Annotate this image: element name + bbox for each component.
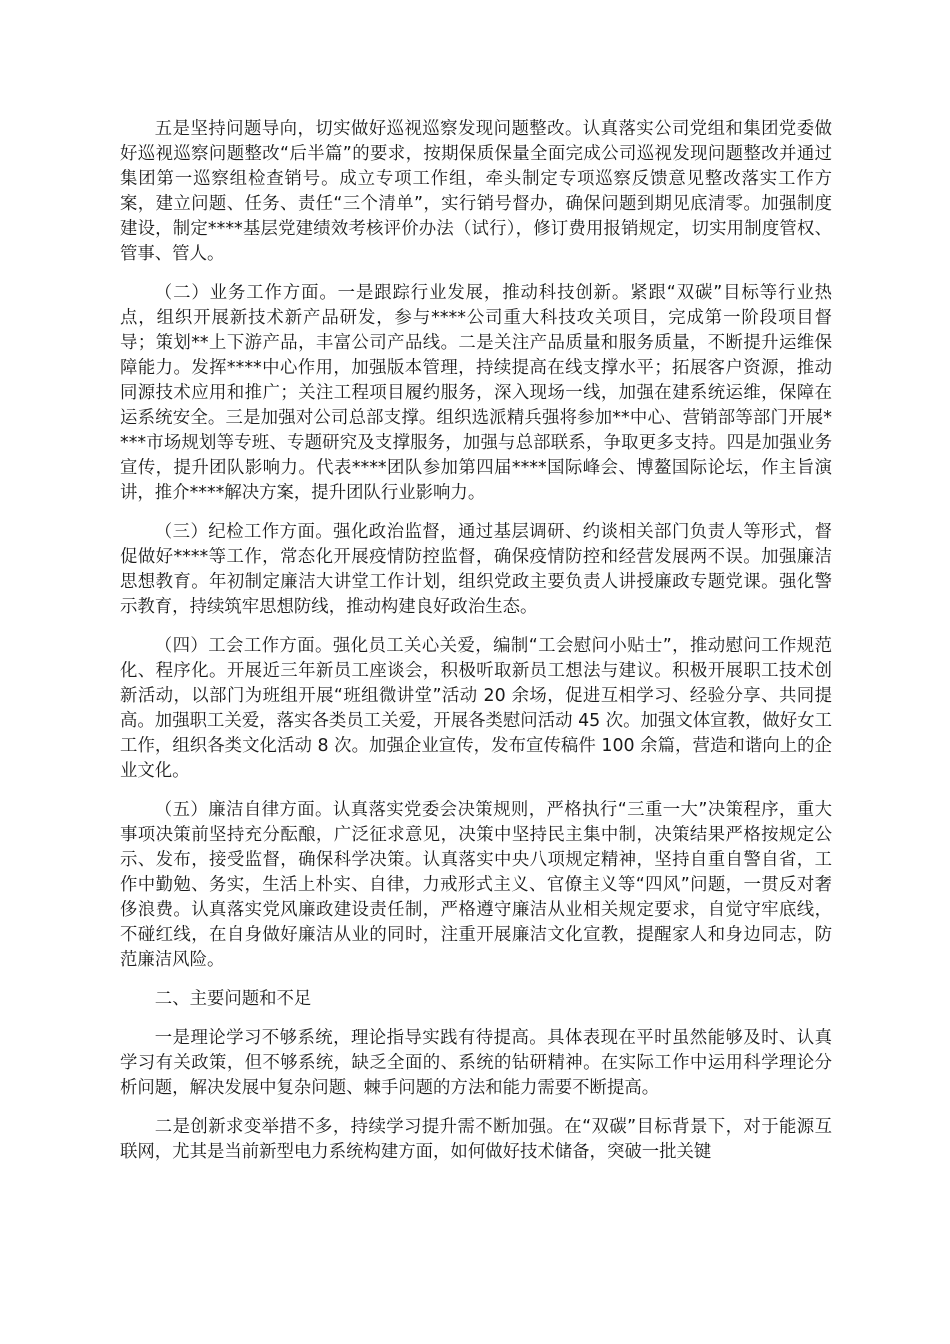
section-heading-main-problems: 二、主要问题和不足 bbox=[154, 989, 312, 1009]
paragraph-business-work: （二）业务工作方面。一是跟踪行业发展，推动科技创新。紧跟“双碳”目标等行业热点，组织开展新技术新产品研发，参与****公司重大科技攻关项目，完成第一阶段项目督导；策划**上下游产品，丰富公司产品线。二是关注产品质量和服务质量，不断提升运维保障能力。发挥****中心作用，加强版本管理，持续提高在线支撑水平；拓展客户资源，推动同源技术应用和推广；关注工程项目履约服务，深入现场一线，加强在建系统运维，保障在运系统安全。三是加强对公司总部支撑。组织选派精兵强将参加**中心、营销部等部门开展****市场规划等专班、专题研究及支撑服务，加强与总部联系，争取更多支持。四是加强业务宣传，提升团队影响力。代表****团队参加第四届****国际峰会、博鳌国际论坛，作主旨演讲，推介****解决方案，提升团队行业影响力。 bbox=[120, 283, 832, 503]
paragraph-party-building-rectification: 五是坚持问题导向，切实做好巡视巡察发现问题整改。认真落实公司党组和集团党委做好巡视巡察问题整改“后半篇”的要求，按期保质保量全面完成公司巡视发现问题整改并通过集团第一巡察组检查销号。成立专项工作组，牵头制定专项巡察反馈意见整改落实工作方案，建立问题、任务、责任“三个清单”，实行销号督办，确保问题到期见底清零。加强制度建设，制定****基层党建绩效考核评价办法（试行），修订费用报销规定，切实用制度管权、管事、管人。 bbox=[120, 119, 832, 264]
paragraph-problem-innovation: 二是创新求变举措不多，持续学习提升需不断加强。在“双碳”目标背景下，对于能源互联网，尤其是当前新型电力系统构建方面，如何做好技术储备，突破一批关键 bbox=[120, 1117, 832, 1162]
paragraph-integrity-self-discipline: （五）廉洁自律方面。认真落实党委会决策规则，严格执行“三重一大”决策程序，重大事项决策前坚持充分酝酿，广泛征求意见，决策中坚持民主集中制，决策结果严格按规定公示、发布，接受监督，确保科学决策。认真落实中央八项规定精神，坚持自重自警自省，工作中勤勉、务实，生活上朴实、自律，力戒形式主义、官僚主义等“四风”问题，一贯反对奢侈浪费。认真落实党风廉政建设责任制，严格遵守廉洁从业相关规定要求，自觉守牢底线，不碰红线，在自身做好廉洁从业的同时，注重开展廉洁文化宣教，提醒家人和身边同志，防范廉洁风险。 bbox=[120, 800, 832, 970]
paragraph-problem-theory-study: 一是理论学习不够系统，理论指导实践有待提高。具体表现在平时虽然能够及时、认真学习有关政策，但不够系统，缺乏全面的、系统的钻研精神。在实际工作中运用科学理论分析问题，解决发展中复杂问题、棘手问题的方法和能力需要不断提高。 bbox=[120, 1028, 832, 1098]
paragraph-trade-union: （四）工会工作方面。强化员工关心关爱，编制“工会慰问小贴士”，推动慰问工作规范化、程序化。开展近三年新员工座谈会，积极听取新员工想法与建议。积极开展职工技术创新活动，以部门为班组开展“班组微讲堂”活动 20 余场，促进互相学习、经验分享、共同提高。加强职工关爱，落实各类员工关爱，开展各类慰问活动 45 次。加强文体宣教，做好女工工作，组织各类文化活动 8 次。加强企业宣传，发布宣传稿件 100 余篇，营造和谐向上的企业文化。 bbox=[120, 636, 832, 781]
document-page bbox=[120, 117, 832, 1179]
paragraph-discipline-inspection: （三）纪检工作方面。强化政治监督，通过基层调研、约谈相关部门负责人等形式，督促做好****等工作，常态化开展疫情防控监督，确保疫情防控和经营发展两不误。加强廉洁思想教育。年初制定廉洁大讲堂工作计划，组织党政主要负责人讲授廉政专题党课。强化警示教育，持续筑牢思想防线，推动构建良好政治生态。 bbox=[120, 522, 832, 617]
